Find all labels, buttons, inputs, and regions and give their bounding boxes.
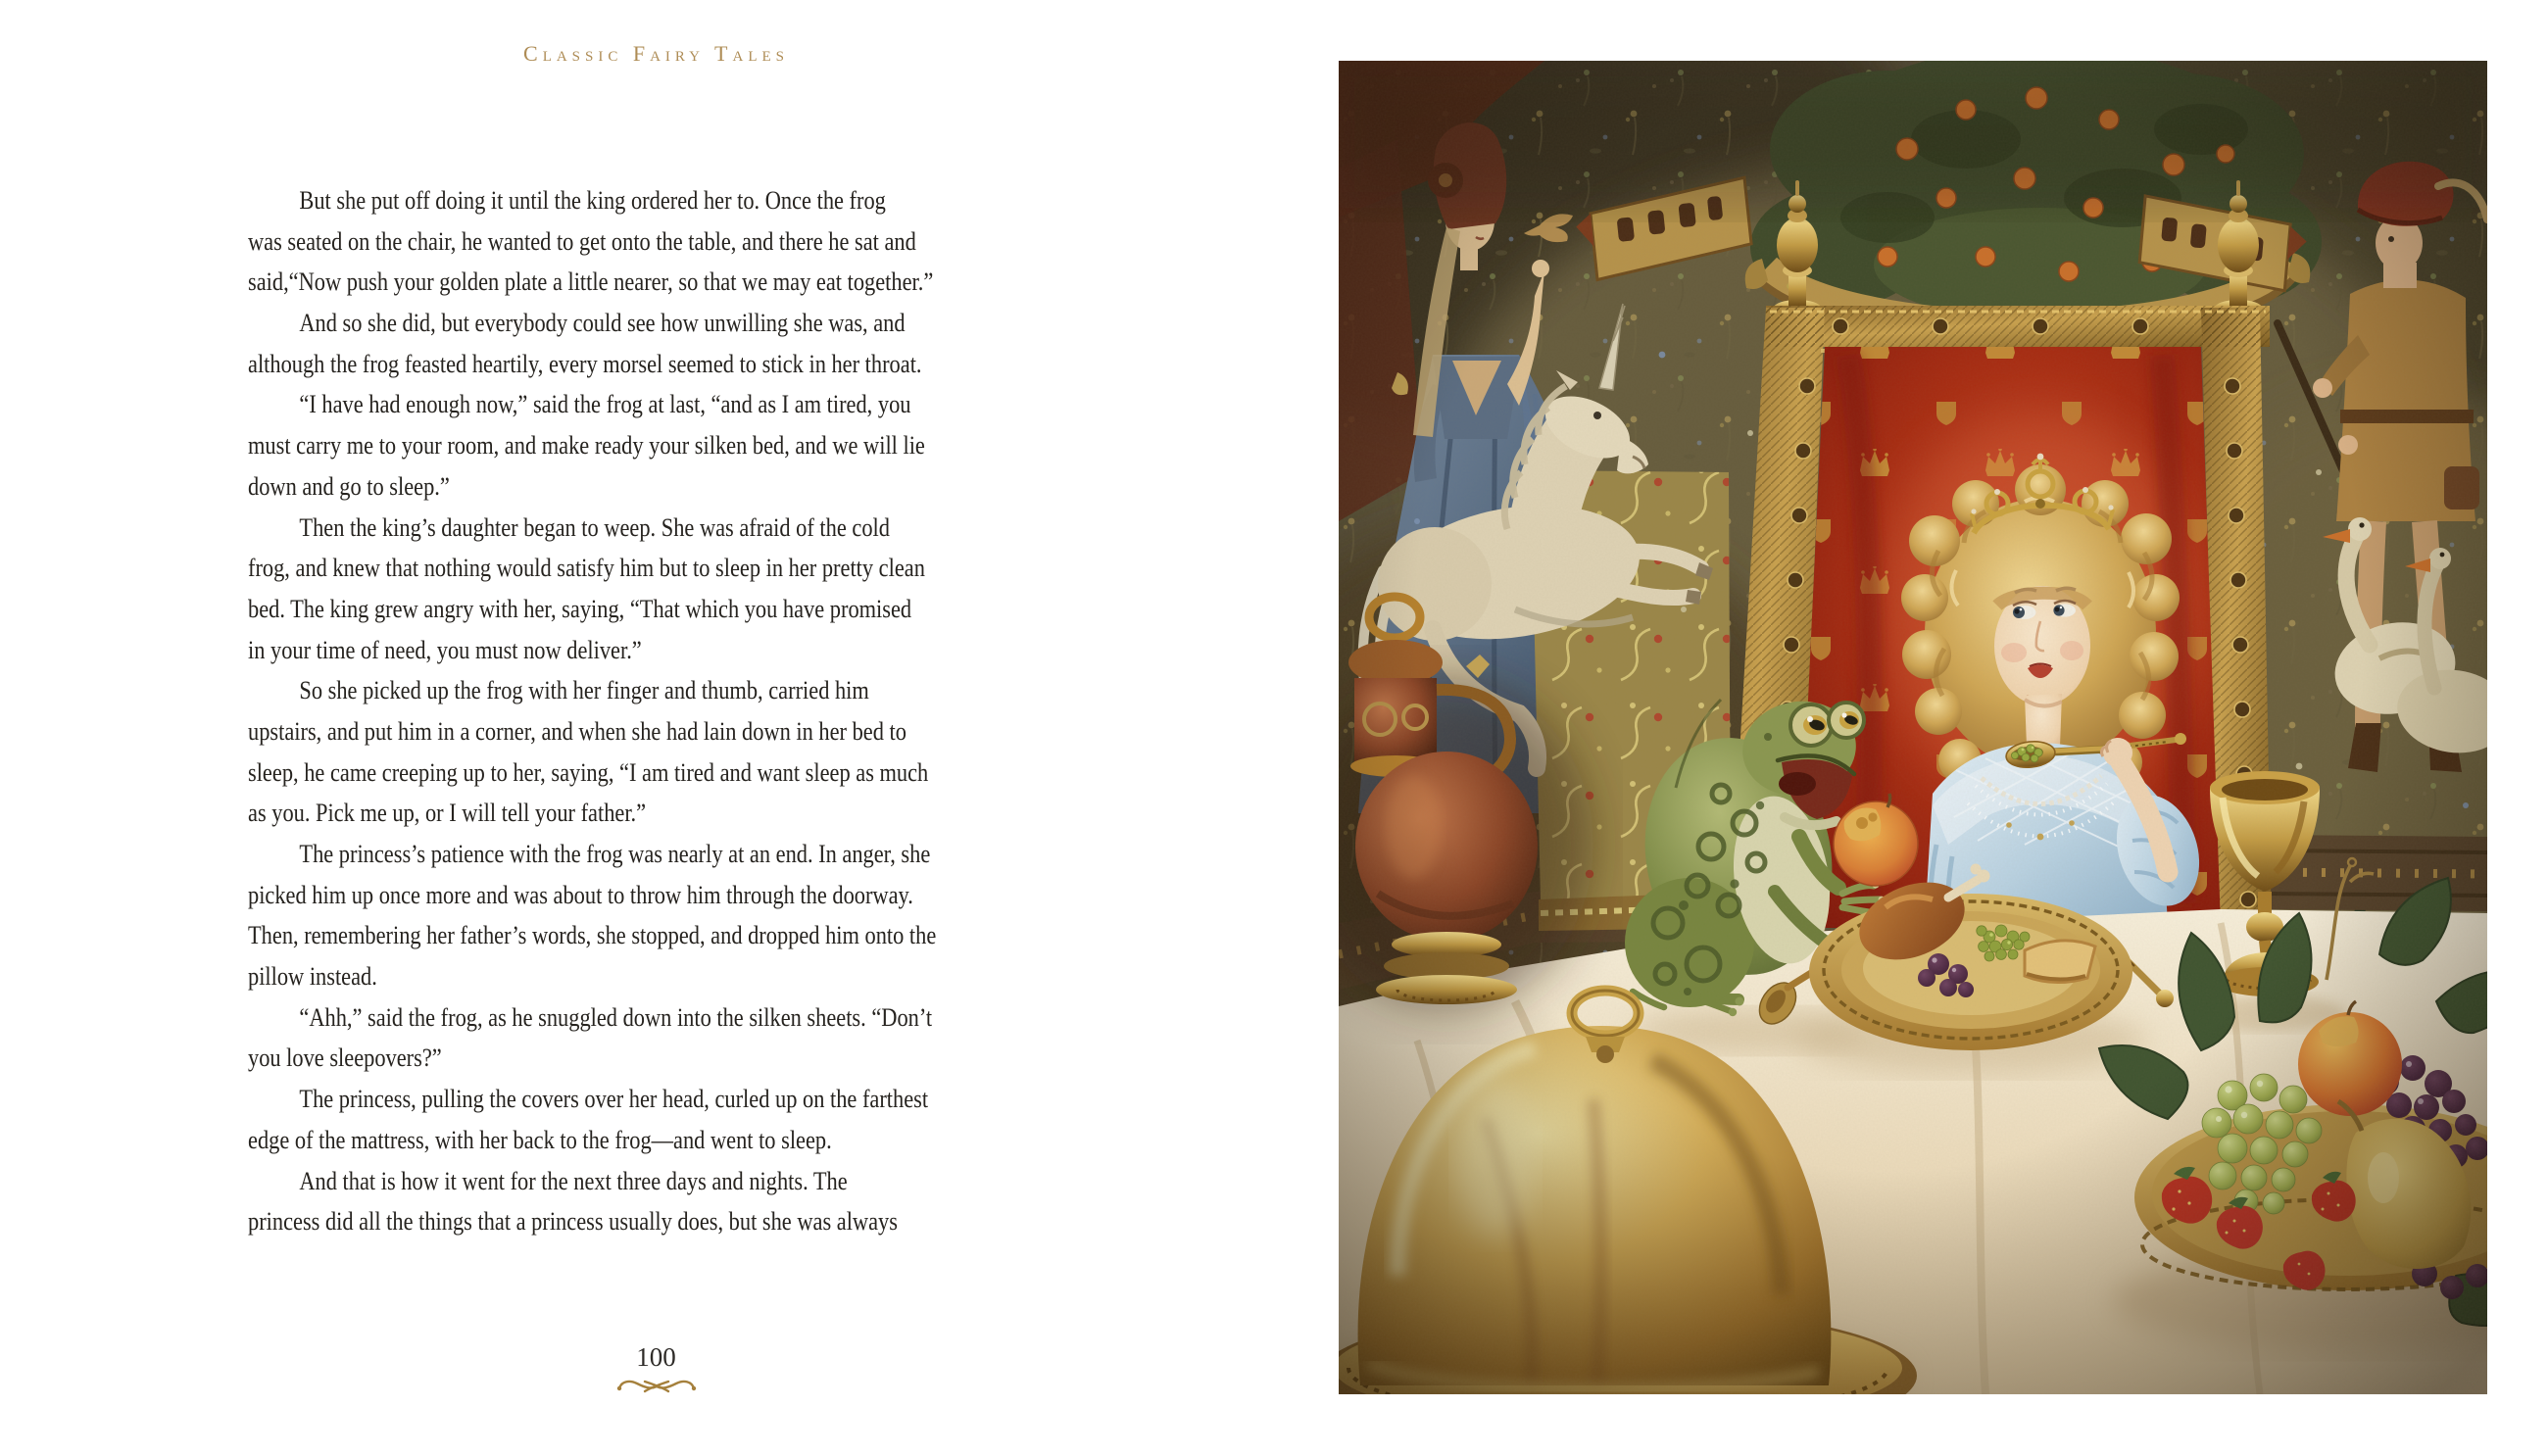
text-line: you love sleepovers?” [248,1043,442,1073]
text-line: “Ahh,” said the frog, as he snuggled down into the silken sheets. “Don’t [299,1001,933,1032]
text-line: pillow instead. [248,961,377,992]
illustration [1339,61,2487,1394]
text-line: So she picked up the frog with her finger and thumb, carried him [299,675,869,705]
text-line: bed. The king grew angry with her, saying, “That which you have promised [248,593,912,623]
text-line: although the frog feasted heartily, every morsel seemed to stick in her throat. [248,348,922,378]
story-text [248,180,1071,1242]
text-line: edge of the mattress, with her back to the frog—and went to sleep. [248,1124,832,1154]
text-line: picked him up once more and was about to throw him through the doorway. [248,879,913,909]
page-number: 100 [636,1342,676,1372]
text-line: princess did all the things that a princess usually does, but she was always [248,1206,898,1237]
running-head: Classic Fairy Tales [523,41,789,66]
text-line: The princess, pulling the covers over her head, curled up on the farthest [299,1084,929,1114]
text-line: was seated on the chair, he wanted to get onto the table, and there he sat and [248,225,916,256]
text-line: Then, remembering her father’s words, she stopped, and dropped him onto the [248,920,937,950]
text-line: sleep, he came creeping up to her, saying, “I am tired and want sleep as much [248,756,929,787]
flourish-icon [248,1376,1064,1402]
text-line: “I have had enough now,” said the frog at last, “and as I am tired, you [299,389,911,419]
text-line: said,“Now push your golden plate a little nearer, so that we may eat together.” [248,267,934,297]
text-line: And so she did, but everybody could see how unwilling she was, and [299,308,906,338]
text-line: as you. Pick me up, or I will tell your father.” [248,798,647,828]
text-line: must carry me to your room, and make ready your silken bed, and we will lie [248,430,925,461]
text-line: The princess’s patience with the frog was nearly at an end. In anger, she [299,839,931,868]
text-line: frog, and knew that nothing would satisfy him but to sleep in her pretty clean [248,553,925,583]
painting [1339,61,2487,1394]
text-line: Then the king’s daughter began to weep. She was afraid of the cold [299,511,890,542]
text-line: And that is how it went for the next three days and nights. The [299,1165,848,1195]
text-line: down and go to sleep.” [248,470,450,501]
text-line: But she put off doing it until the king ordered her to. Once the frog [299,185,886,215]
text-line: in your time of need, you must now deliver.” [248,634,642,664]
text-line: upstairs, and put him in a corner, and when she had lain down in her bed to [248,715,906,746]
